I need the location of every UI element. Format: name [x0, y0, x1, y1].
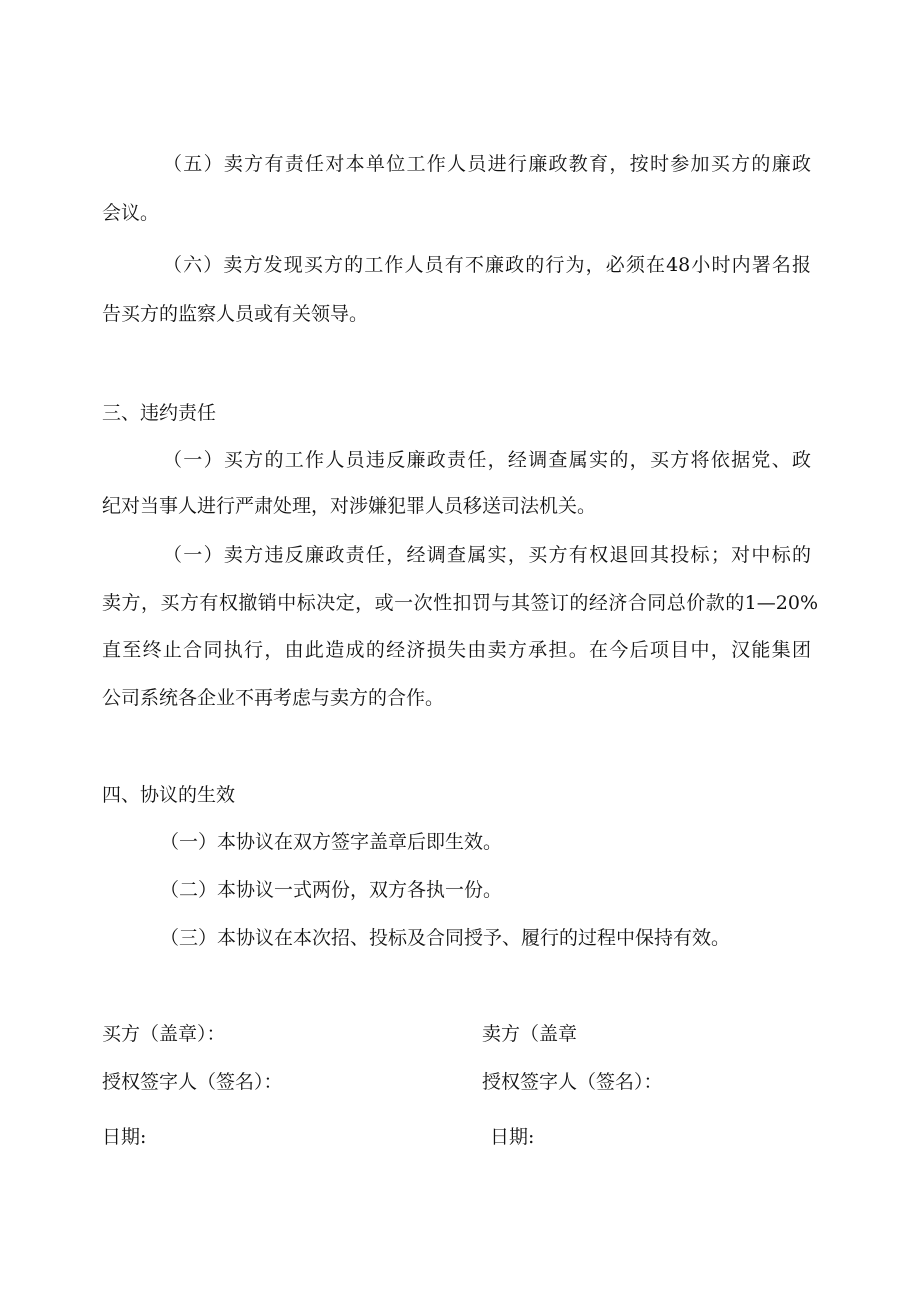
clause-5-line-2: 会议。 — [102, 202, 160, 224]
section-3-heading: 三、违约责任 — [102, 402, 217, 424]
section-4-item-3: （三）本协议在本次招、投标及合同授予、履行的过程中保持有效。 — [160, 927, 731, 949]
section-3-item-1-line-2: 纪对当事人进行严肃处理，对涉嫌犯罪人员移送司法机关。 — [102, 495, 597, 517]
clause-6-line-2: 告买方的监察人员或有关领导。 — [102, 303, 369, 325]
section-3-item-2-line-4: 公司系统各企业不再考虑与卖方的合作。 — [102, 687, 445, 709]
seller-date-label: 日期: — [490, 1126, 535, 1148]
section-4-item-2: （二）本协议一式两份，双方各执一份。 — [160, 879, 503, 901]
section-4-item-1: （一）本协议在双方签字盖章后即生效。 — [160, 831, 503, 853]
buyer-signer-label: 授权签字人（签名）： — [102, 1071, 283, 1093]
section-4-heading: 四、协议的生效 — [102, 784, 236, 806]
buyer-date-label: 日期: — [102, 1126, 147, 1148]
clause-5-line-1: （五）卖方有责任对本单位工作人员进行廉政教育，按时参加买方的廉政 — [163, 153, 811, 175]
seller-signer-label: 授权签字人（签名）： — [482, 1071, 663, 1093]
section-3-item-1-line-1: （一）买方的工作人员违反廉政责任，经调查属实的，买方将依据党、政 — [163, 449, 811, 471]
buyer-seal-label: 买方（盖章）： — [102, 1023, 226, 1045]
section-3-item-2-line-3: 直至终止合同执行，由此造成的经济损失由卖方承担。在今后项目中，汉能集团 — [102, 639, 811, 661]
section-3-item-2-line-2: 卖方，买方有权撤销中标决定，或一次性扣罚与其签订的经济合同总价款的1—20% — [102, 592, 818, 614]
section-3-item-2-line-1: （一）卖方违反廉政责任，经调查属实，买方有权退回其投标；对中标的 — [163, 544, 811, 566]
seller-seal-label: 卖方（盖章 — [482, 1023, 578, 1045]
clause-6-line-1: （六）卖方发现买方的工作人员有不廉政的行为，必须在48小时内署名报 — [163, 254, 811, 276]
